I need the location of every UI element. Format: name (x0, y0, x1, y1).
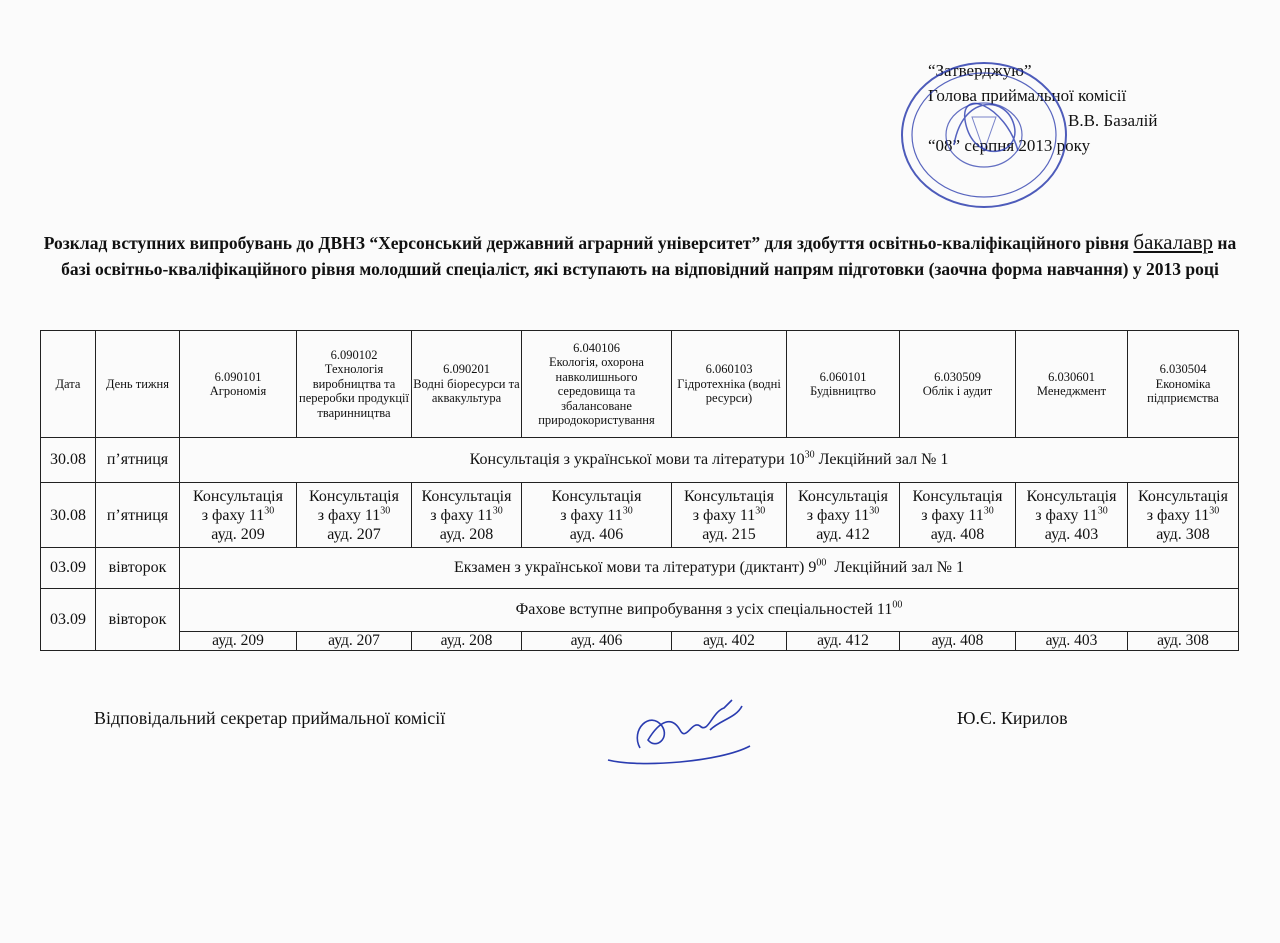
row-weekday: п’ятниця (96, 438, 180, 483)
schedule-table (40, 330, 1239, 651)
row-date: 30.08 (41, 438, 96, 483)
header-specialty: 6.040106 Екологія, охорона навколишнього середовища та збалансоване природокористування (522, 331, 672, 438)
schedule-title (40, 229, 1240, 282)
approval-date: “08” серпня 2013 року (928, 136, 1091, 155)
room-cell: ауд. 207 (297, 632, 412, 651)
secretary-title: Відповідальний секретар приймальної комісії (94, 708, 446, 728)
header-specialty: 6.090102 Технологія виробництва та переробки продукції тваринництва (297, 331, 412, 438)
signature-icon (600, 690, 760, 770)
header-specialty: 6.060103 Гідротехніка (водні ресурси) (672, 331, 787, 438)
row-event: Фахове вступне випробування з усіх спеціальностей $11^{00}$ (180, 589, 1239, 632)
room-cell: ауд. 408 (900, 632, 1016, 651)
consultation-cell: Консультація з фаху $11^{30}$ ауд. 308 (1128, 483, 1239, 548)
row-weekday: п’ятниця (96, 483, 180, 548)
room-cell: ауд. 208 (412, 632, 522, 651)
consultation-cell: Консультація з фаху $11^{30}$ ауд. 412 (787, 483, 900, 548)
row-event: Консультація з української мови та літератури $10^{30}$ Лекційний зал № 1 (180, 438, 1239, 483)
table-row (41, 438, 1239, 483)
table-row (41, 589, 1239, 632)
consultation-cell: Консультація з фаху $11^{30}$ ауд. 406 (522, 483, 672, 548)
room-cell: ауд. 402 (672, 632, 787, 651)
header-row (41, 331, 1239, 438)
approval-name: В.В. Базалій (1068, 111, 1158, 130)
consultation-cell: Консультація з фаху $11^{30}$ ауд. 207 (297, 483, 412, 548)
table-row (41, 483, 1239, 548)
consultation-cell: Консультація з фаху $11^{30}$ ауд. 209 (180, 483, 297, 548)
room-cell: ауд. 403 (1016, 632, 1128, 651)
consultation-cell: Консультація з фаху $11^{30}$ ауд. 408 (900, 483, 1016, 548)
room-cell: ауд. 412 (787, 632, 900, 651)
table-row (41, 548, 1239, 589)
title-degree: бакалавр (1133, 230, 1214, 254)
consultation-cell: Консультація з фаху $11^{30}$ ауд. 208 (412, 483, 522, 548)
header-specialty: 6.090201 Водні біоресурси та аквакультура (412, 331, 522, 438)
header-weekday: День тижня (96, 331, 180, 438)
consultation-cell: Консультація з фаху $11^{30}$ ауд. 215 (672, 483, 787, 548)
official-stamp-icon (896, 55, 1076, 215)
header-specialty: 6.030509 Облік і аудит (900, 331, 1016, 438)
header-specialty: 6.030504 Економіка підприємства (1128, 331, 1239, 438)
row-event: Екзамен з української мови та літератури (диктант) $9^{00}$ Лекційний зал № 1 (180, 548, 1239, 589)
room-cell: ауд. 209 (180, 632, 297, 651)
header-date: Дата (41, 331, 96, 438)
approval-position: Голова приймальної комісії (928, 86, 1127, 105)
table-row (41, 632, 1239, 651)
title-part-2: на базі освітньо-кваліфікаційного рівня молодший спеціаліст, які вступають на відповідний напрям підготовки (заочна форма навчання) у 2013 році (61, 233, 1237, 279)
row-date: 03.09 (41, 548, 96, 589)
header-specialty: 6.090101 Агрономія (180, 331, 297, 438)
title-part-1: Розклад вступних випробувань до ДВНЗ “Херсонський державний аграрний університет” для здобуття освітньо-кваліфікаційного рівня (43, 233, 1134, 253)
header-specialty: 6.060101 Будівництво (787, 331, 900, 438)
row-date: 30.08 (41, 483, 96, 548)
room-cell: ауд. 308 (1128, 632, 1239, 651)
row-date: 03.09 (41, 589, 96, 651)
row-weekday: вівторок (96, 589, 180, 651)
row-weekday: вівторок (96, 548, 180, 589)
approval-heading: “Затверджую” (928, 61, 1032, 80)
room-cell: ауд. 406 (522, 632, 672, 651)
secretary-name: Ю.Є. Кирилов (957, 708, 1068, 728)
header-specialty: 6.030601 Менеджмент (1016, 331, 1128, 438)
consultation-cell: Консультація з фаху $11^{30}$ ауд. 403 (1016, 483, 1128, 548)
